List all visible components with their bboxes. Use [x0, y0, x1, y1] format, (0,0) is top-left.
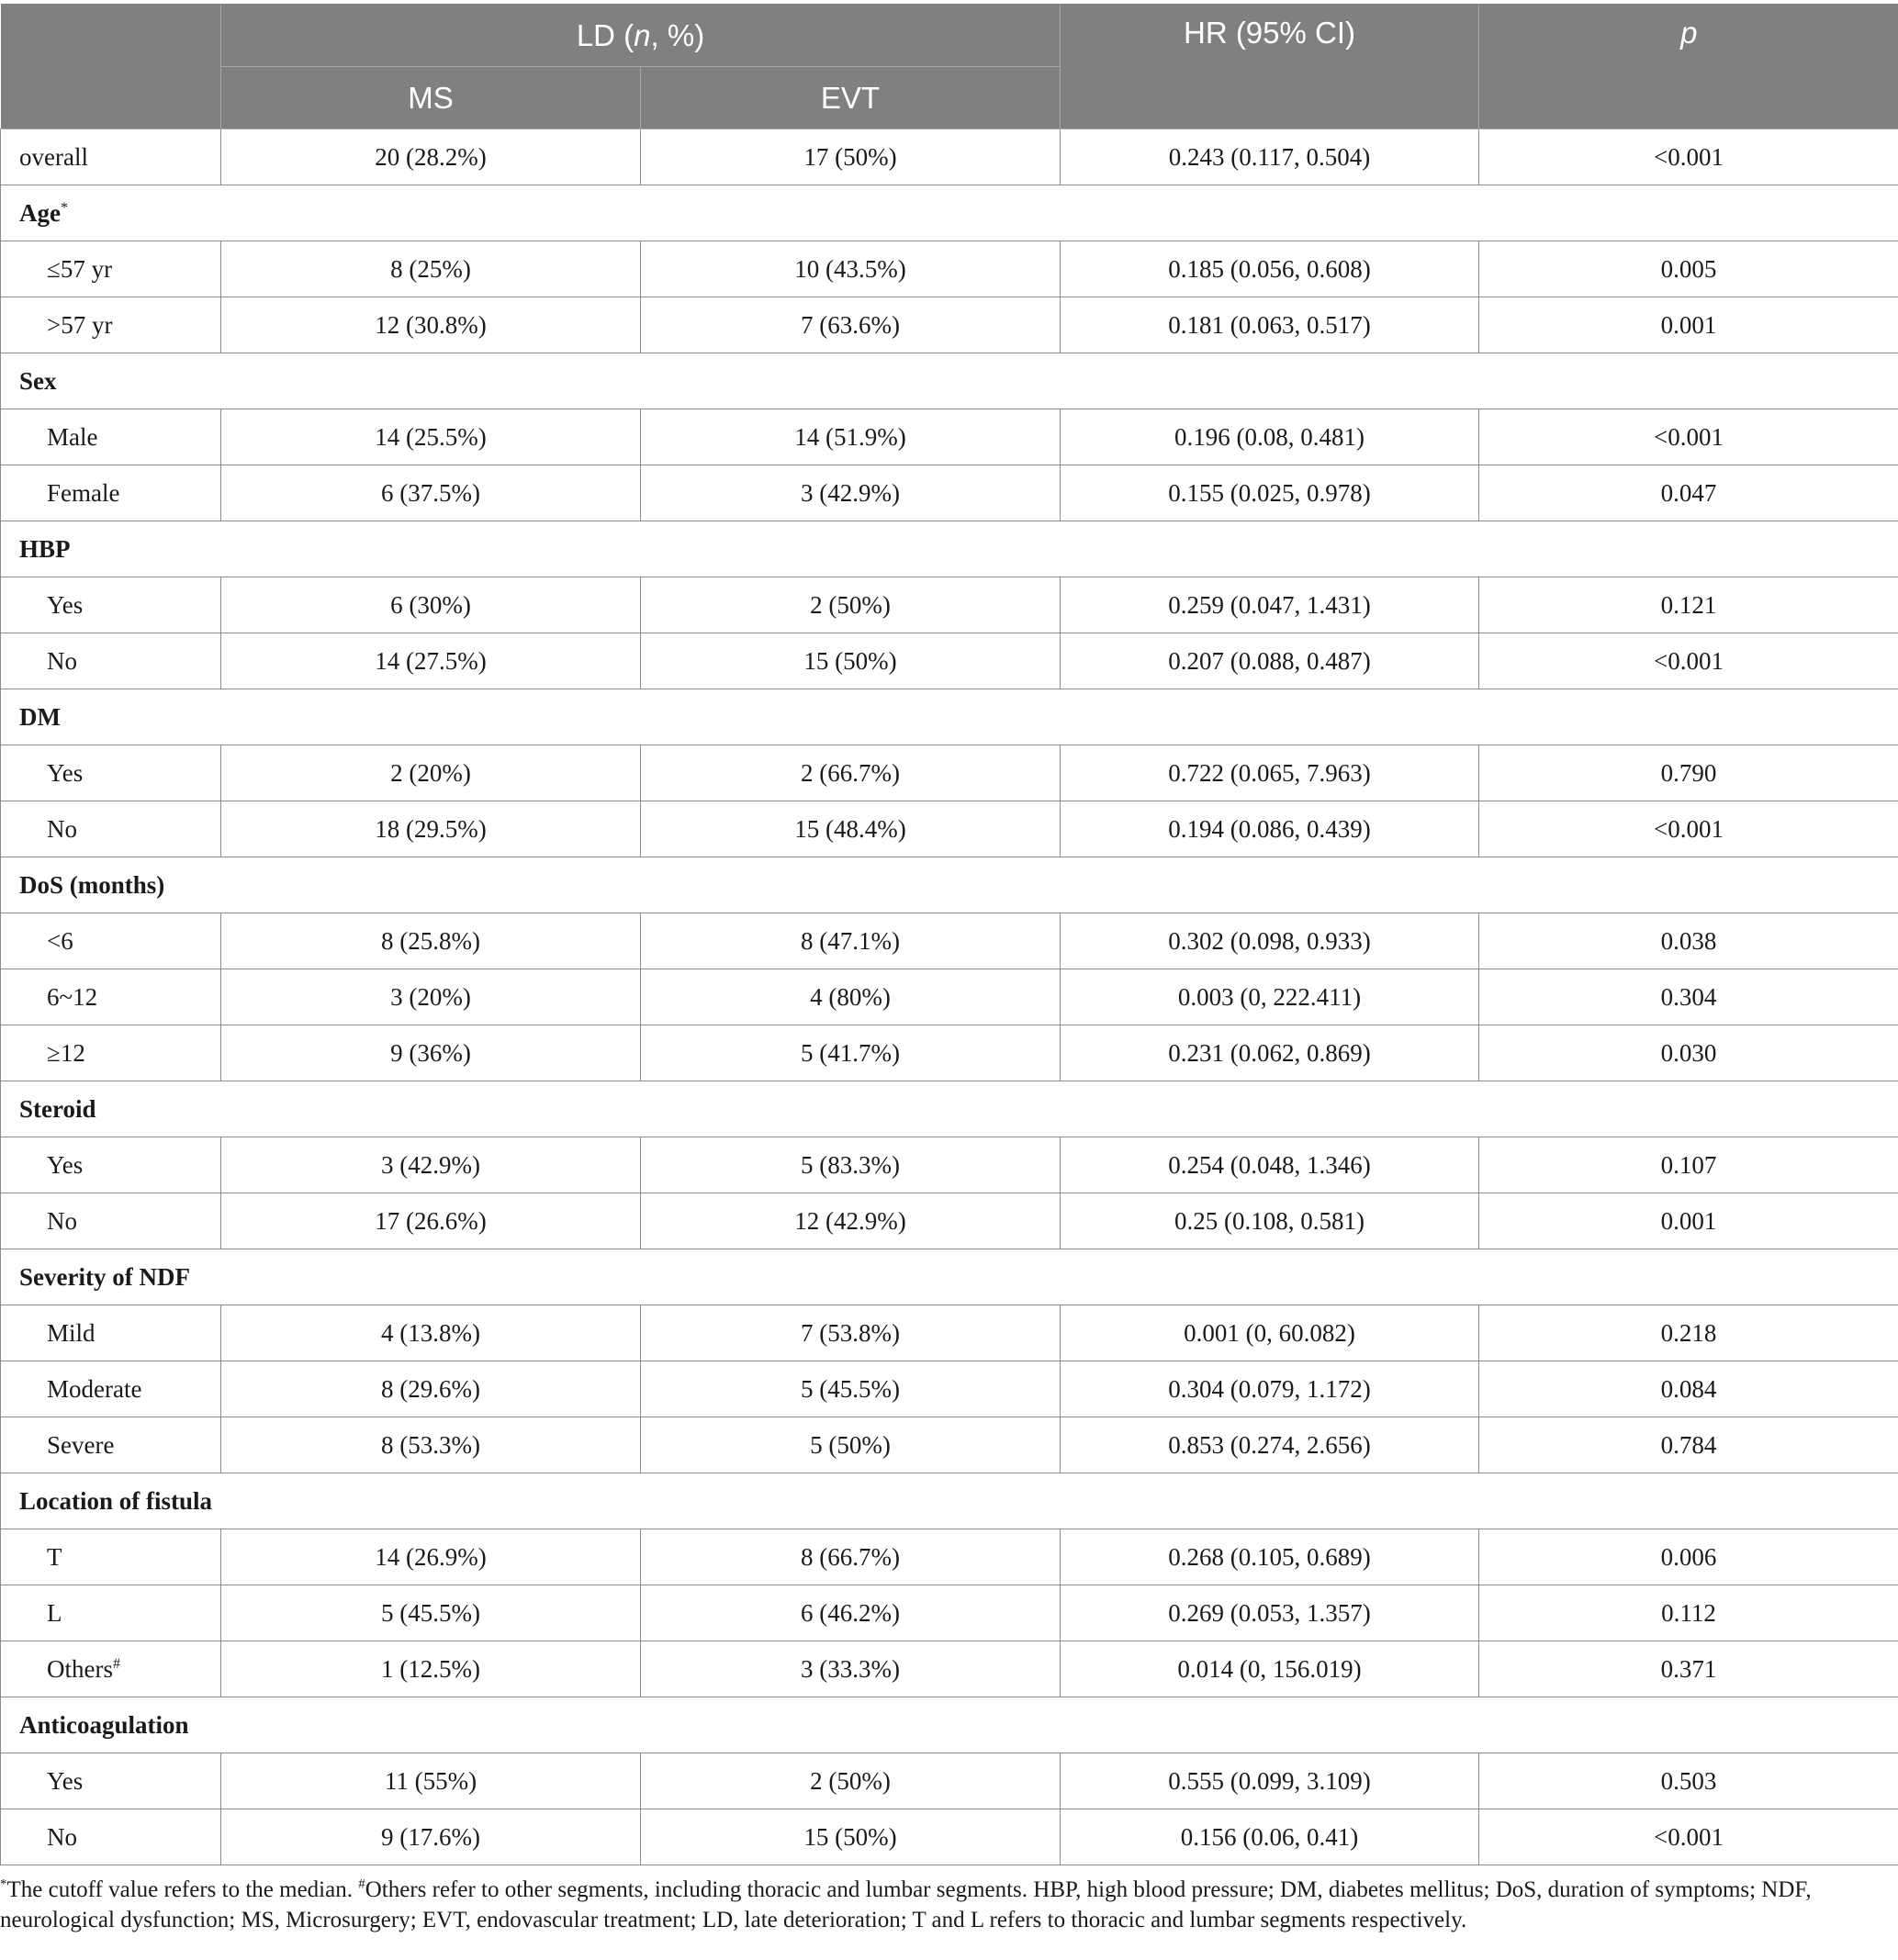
row-label — [1, 577, 221, 633]
group-label-text: Severity of NDF — [19, 1262, 190, 1291]
row-label — [1, 1753, 221, 1809]
p-value-cell: <0.001 — [1479, 633, 1898, 689]
row-label-text: No — [47, 814, 77, 843]
group-label-text: Sex — [19, 366, 57, 395]
ms-cell: 4 (13.8%) — [221, 1305, 641, 1361]
row-label-text: Female — [47, 478, 120, 507]
row-label-text: Yes — [47, 758, 84, 787]
hr-cell: 0.254 (0.048, 1.346) — [1061, 1137, 1479, 1193]
ms-cell: 17 (26.6%) — [221, 1193, 641, 1249]
group-label — [1, 521, 1898, 577]
table-row — [1, 409, 1898, 465]
group-label-text: Location of fistula — [19, 1486, 213, 1515]
table-group-row — [1, 1249, 1898, 1305]
footnote-text-1: The cutoff value refers to the median. — [6, 1877, 359, 1902]
table-row — [1, 913, 1898, 969]
table-row — [1, 745, 1898, 801]
footnote-mark-asterisk: * — [0, 1876, 7, 1892]
row-label — [1, 1641, 221, 1697]
row-label-text: Male — [47, 422, 98, 451]
table-group-row — [1, 1697, 1898, 1753]
p-value-cell: 0.121 — [1479, 577, 1898, 633]
ms-cell: 9 (17.6%) — [221, 1809, 641, 1865]
hr-cell: 0.194 (0.086, 0.439) — [1061, 801, 1479, 857]
row-label-text: overall — [19, 142, 88, 171]
p-value-cell: 0.084 — [1479, 1361, 1898, 1417]
table-row — [1, 633, 1898, 689]
group-label-text: Steroid — [19, 1094, 96, 1123]
group-label-text: DoS (months) — [19, 870, 165, 899]
p-value-cell: 0.047 — [1479, 465, 1898, 521]
table-row — [1, 969, 1898, 1025]
row-label — [1, 465, 221, 521]
table-group-row — [1, 857, 1898, 913]
p-value-cell: 0.790 — [1479, 745, 1898, 801]
ms-cell: 8 (25.8%) — [221, 913, 641, 969]
table-row — [1, 1529, 1898, 1585]
row-label — [1, 241, 221, 297]
hr-cell: 0.304 (0.079, 1.172) — [1061, 1361, 1479, 1417]
row-label — [1, 969, 221, 1025]
p-value-cell: 0.030 — [1479, 1025, 1898, 1081]
ms-cell: 14 (27.5%) — [221, 633, 641, 689]
evt-cell: 14 (51.9%) — [641, 409, 1061, 465]
header-hr: HR (95% CI) — [1061, 5, 1479, 129]
ms-cell: 8 (29.6%) — [221, 1361, 641, 1417]
hr-cell: 0.243 (0.117, 0.504) — [1061, 129, 1479, 185]
hr-cell: 0.181 (0.063, 0.517) — [1061, 297, 1479, 353]
group-label-text: Age — [19, 198, 61, 227]
p-value-cell: 0.112 — [1479, 1585, 1898, 1641]
hr-cell: 0.722 (0.065, 7.963) — [1061, 745, 1479, 801]
row-label-text: Others — [47, 1654, 113, 1683]
hr-cell: 0.185 (0.056, 0.608) — [1061, 241, 1479, 297]
row-label-text: Yes — [47, 1150, 84, 1179]
table-group-row — [1, 185, 1898, 241]
ms-cell: 3 (20%) — [221, 969, 641, 1025]
group-label — [1, 1081, 1898, 1137]
group-label-text: Anticoagulation — [19, 1710, 189, 1739]
table-row — [1, 1137, 1898, 1193]
hr-cell: 0.196 (0.08, 0.481) — [1061, 409, 1479, 465]
row-label-text: <6 — [47, 926, 73, 955]
evt-cell: 5 (45.5%) — [641, 1361, 1061, 1417]
header-p — [1479, 5, 1898, 129]
hr-cell: 0.156 (0.06, 0.41) — [1061, 1809, 1479, 1865]
row-label — [1, 129, 221, 185]
row-label — [1, 1529, 221, 1585]
p-value-cell: 0.218 — [1479, 1305, 1898, 1361]
row-label-text: No — [47, 1206, 77, 1235]
header-blank-cell — [1, 5, 221, 129]
table-header — [1, 5, 1898, 129]
ms-cell: 6 (37.5%) — [221, 465, 641, 521]
evt-cell: 3 (33.3%) — [641, 1641, 1061, 1697]
table-row — [1, 1305, 1898, 1361]
row-label-text: T — [47, 1542, 62, 1571]
p-value-cell: 0.005 — [1479, 241, 1898, 297]
group-label — [1, 1249, 1898, 1305]
ms-cell: 14 (25.5%) — [221, 409, 641, 465]
evt-cell: 5 (83.3%) — [641, 1137, 1061, 1193]
table-group-row — [1, 353, 1898, 409]
ms-cell: 9 (36%) — [221, 1025, 641, 1081]
ms-cell: 5 (45.5%) — [221, 1585, 641, 1641]
footnote-marker: * — [60, 199, 68, 216]
evt-cell: 8 (66.7%) — [641, 1529, 1061, 1585]
header-ld-tail: , %) — [650, 17, 705, 52]
header-evt: EVT — [641, 67, 1061, 129]
ms-cell: 14 (26.9%) — [221, 1529, 641, 1585]
ms-cell: 20 (28.2%) — [221, 129, 641, 185]
table-row — [1, 129, 1898, 185]
table-row — [1, 1193, 1898, 1249]
table-footnote — [0, 1875, 1892, 1935]
table-group-row — [1, 689, 1898, 745]
evt-cell: 7 (63.6%) — [641, 297, 1061, 353]
table-row — [1, 1753, 1898, 1809]
hr-cell: 0.853 (0.274, 2.656) — [1061, 1417, 1479, 1473]
hr-cell: 0.003 (0, 222.411) — [1061, 969, 1479, 1025]
row-label — [1, 1361, 221, 1417]
evt-cell: 4 (80%) — [641, 969, 1061, 1025]
hr-cell: 0.001 (0, 60.082) — [1061, 1305, 1479, 1361]
row-label-text: L — [47, 1598, 62, 1627]
row-label-text: ≥12 — [47, 1038, 85, 1067]
p-value-cell: 0.001 — [1479, 1193, 1898, 1249]
group-label — [1, 689, 1898, 745]
row-label-text: Severe — [47, 1430, 115, 1459]
row-label — [1, 633, 221, 689]
ms-cell: 8 (53.3%) — [221, 1417, 641, 1473]
group-label — [1, 857, 1898, 913]
row-label — [1, 1137, 221, 1193]
header-ld-label: LD ( — [576, 17, 635, 52]
footnote-marker: # — [112, 1655, 120, 1672]
p-value-cell: 0.107 — [1479, 1137, 1898, 1193]
evt-cell: 5 (41.7%) — [641, 1025, 1061, 1081]
evt-cell: 15 (48.4%) — [641, 801, 1061, 857]
evt-cell: 15 (50%) — [641, 1809, 1061, 1865]
table-body — [1, 129, 1898, 1865]
table-group-row — [1, 1473, 1898, 1529]
evt-cell: 3 (42.9%) — [641, 465, 1061, 521]
evt-cell: 2 (66.7%) — [641, 745, 1061, 801]
header-ld-italic: n — [634, 17, 651, 52]
row-label-text: No — [47, 646, 77, 675]
p-value-cell: 0.304 — [1479, 969, 1898, 1025]
header-p-label: p — [1680, 16, 1698, 50]
evt-cell: 8 (47.1%) — [641, 913, 1061, 969]
evt-cell: 7 (53.8%) — [641, 1305, 1061, 1361]
row-label-text: 6~12 — [47, 982, 98, 1011]
ms-cell: 3 (42.9%) — [221, 1137, 641, 1193]
p-value-cell: 0.001 — [1479, 297, 1898, 353]
evt-cell: 2 (50%) — [641, 1753, 1061, 1809]
hr-cell: 0.25 (0.108, 0.581) — [1061, 1193, 1479, 1249]
p-value-cell: 0.784 — [1479, 1417, 1898, 1473]
hr-cell: 0.555 (0.099, 3.109) — [1061, 1753, 1479, 1809]
group-label — [1, 185, 1898, 241]
row-label-text: >57 yr — [47, 310, 113, 339]
table-group-row — [1, 521, 1898, 577]
p-value-cell: <0.001 — [1479, 129, 1898, 185]
table-row — [1, 1585, 1898, 1641]
group-label-text: HBP — [19, 534, 71, 563]
results-table — [0, 4, 1898, 1865]
table-row — [1, 1025, 1898, 1081]
row-label — [1, 1809, 221, 1865]
p-value-cell: <0.001 — [1479, 1809, 1898, 1865]
hr-cell: 0.259 (0.047, 1.431) — [1061, 577, 1479, 633]
evt-cell: 12 (42.9%) — [641, 1193, 1061, 1249]
row-label-text: Mild — [47, 1318, 95, 1347]
table-row — [1, 1361, 1898, 1417]
row-label-text: No — [47, 1822, 77, 1851]
evt-cell: 2 (50%) — [641, 577, 1061, 633]
ms-cell: 11 (55%) — [221, 1753, 641, 1809]
hr-cell: 0.268 (0.105, 0.689) — [1061, 1529, 1479, 1585]
group-label — [1, 1473, 1898, 1529]
ms-cell: 18 (29.5%) — [221, 801, 641, 857]
ms-cell: 8 (25%) — [221, 241, 641, 297]
ms-cell: 1 (12.5%) — [221, 1641, 641, 1697]
row-label — [1, 801, 221, 857]
group-label-text: DM — [19, 702, 61, 731]
hr-cell: 0.269 (0.053, 1.357) — [1061, 1585, 1479, 1641]
row-label-text: Moderate — [47, 1374, 142, 1403]
row-label — [1, 1417, 221, 1473]
ms-cell: 12 (30.8%) — [221, 297, 641, 353]
group-label — [1, 353, 1898, 409]
p-value-cell: 0.371 — [1479, 1641, 1898, 1697]
row-label — [1, 745, 221, 801]
p-value-cell: <0.001 — [1479, 801, 1898, 857]
evt-cell: 17 (50%) — [641, 129, 1061, 185]
p-value-cell: 0.503 — [1479, 1753, 1898, 1809]
hr-cell: 0.155 (0.025, 0.978) — [1061, 465, 1479, 521]
row-label — [1, 1193, 221, 1249]
footnote-text-2: Others refer to other segments, including thoracic and lumbar segments. HBP, high blood pressure; DM, diabetes mellitus; DoS, duration of symptoms; NDF, neurological dysfunction; MS, Microsurgery; EVT, endovascular treatment; LD, late deterioration; T and L refers to thoracic and lumbar segments respectively. — [0, 1877, 1812, 1932]
row-label — [1, 297, 221, 353]
evt-cell: 15 (50%) — [641, 633, 1061, 689]
row-label — [1, 409, 221, 465]
table-row — [1, 465, 1898, 521]
ms-cell: 2 (20%) — [221, 745, 641, 801]
table-row — [1, 801, 1898, 857]
row-label — [1, 913, 221, 969]
table-row — [1, 297, 1898, 353]
hr-cell: 0.302 (0.098, 0.933) — [1061, 913, 1479, 969]
hr-cell: 0.207 (0.088, 0.487) — [1061, 633, 1479, 689]
evt-cell: 5 (50%) — [641, 1417, 1061, 1473]
hr-cell: 0.231 (0.062, 0.869) — [1061, 1025, 1479, 1081]
table-row — [1, 1417, 1898, 1473]
table-row — [1, 577, 1898, 633]
hr-cell: 0.014 (0, 156.019) — [1061, 1641, 1479, 1697]
footnote-mark-hash: # — [358, 1876, 365, 1892]
evt-cell: 6 (46.2%) — [641, 1585, 1061, 1641]
group-label — [1, 1697, 1898, 1753]
table-row — [1, 1809, 1898, 1865]
ms-cell: 6 (30%) — [221, 577, 641, 633]
table-row — [1, 241, 1898, 297]
row-label-text: Yes — [47, 590, 84, 619]
p-value-cell: 0.006 — [1479, 1529, 1898, 1585]
row-label — [1, 1025, 221, 1081]
row-label-text: Yes — [47, 1766, 84, 1795]
row-label-text: ≤57 yr — [47, 254, 113, 283]
table-row — [1, 1641, 1898, 1697]
header-ld-group — [221, 5, 1061, 67]
p-value-cell: <0.001 — [1479, 409, 1898, 465]
table-group-row — [1, 1081, 1898, 1137]
header-ms: MS — [221, 67, 641, 129]
row-label — [1, 1585, 221, 1641]
evt-cell: 10 (43.5%) — [641, 241, 1061, 297]
p-value-cell: 0.038 — [1479, 913, 1898, 969]
row-label — [1, 1305, 221, 1361]
